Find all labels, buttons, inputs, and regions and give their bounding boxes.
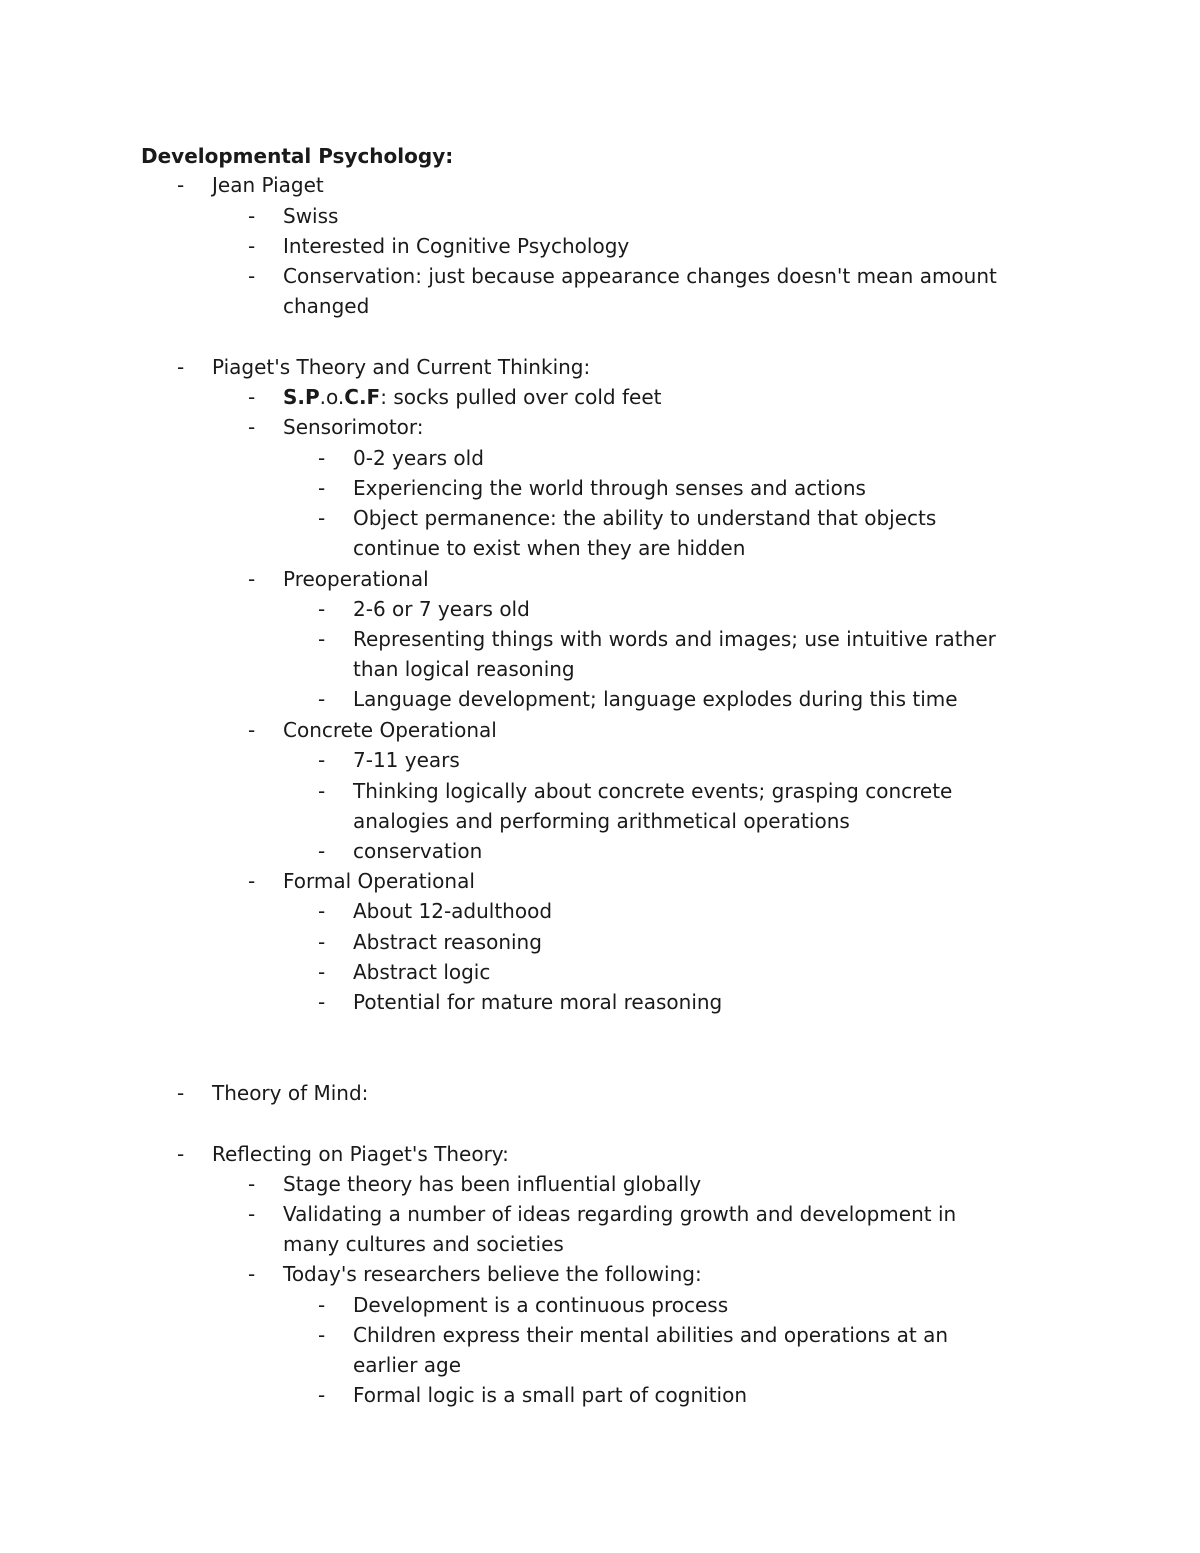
- bullet-dash: -: [248, 1202, 256, 1226]
- bullet-dash: -: [318, 899, 326, 923]
- bullet-dash: -: [177, 1142, 185, 1166]
- bullet-dash: -: [318, 990, 326, 1014]
- list-item-text: Object permanence: the ability to understand that objects: [353, 506, 937, 530]
- list-item-text: Swiss: [283, 204, 339, 228]
- bullet-dash: -: [318, 627, 326, 651]
- list-item-text: Thinking logically about concrete events; grasping concrete: [353, 779, 953, 803]
- list-item-text: Reflecting on Piaget's Theory:: [212, 1142, 509, 1166]
- list-item-text: 0-2 years old: [353, 446, 484, 470]
- list-item-text: Stage theory has been influential globally: [283, 1172, 702, 1196]
- list-item-text: continue to exist when they are hidden: [353, 536, 746, 560]
- bullet-dash: -: [248, 718, 256, 742]
- list-item-text: Sensorimotor:: [283, 415, 424, 439]
- bullet-dash: -: [177, 355, 185, 379]
- list-item-text: Interested in Cognitive Psychology: [283, 234, 630, 258]
- bullet-dash: -: [248, 1262, 256, 1286]
- list-item-text: Experiencing the world through senses and actions: [353, 476, 866, 500]
- bullet-dash: -: [318, 779, 326, 803]
- list-item-text: earlier age: [353, 1353, 462, 1377]
- list-item-text: Children express their mental abilities and operations at an: [353, 1323, 949, 1347]
- list-item-text: Representing things with words and images; use intuitive rather: [353, 627, 996, 651]
- list-item-text: Formal logic is a small part of cognition: [353, 1383, 748, 1407]
- mnemonic-bold-cf: C.F: [344, 385, 381, 409]
- bullet-dash: -: [318, 1383, 326, 1407]
- list-item-text: conservation: [353, 839, 483, 863]
- bullet-dash: -: [248, 204, 256, 228]
- list-item-text: Concrete Operational: [283, 718, 497, 742]
- bullet-dash: -: [318, 1293, 326, 1317]
- list-item-text: many cultures and societies: [283, 1232, 564, 1256]
- list-item-text: About 12-adulthood: [353, 899, 553, 923]
- list-item-text: Potential for mature moral reasoning: [353, 990, 723, 1014]
- list-item-text: Abstract reasoning: [353, 930, 542, 954]
- list-item-text: 7-11 years: [353, 748, 460, 772]
- bullet-dash: -: [248, 264, 256, 288]
- bullet-dash: -: [248, 1172, 256, 1196]
- list-item-text: Theory of Mind:: [212, 1081, 369, 1105]
- bullet-dash: -: [318, 506, 326, 530]
- bullet-dash: -: [318, 748, 326, 772]
- list-item-text: Abstract logic: [353, 960, 491, 984]
- bullet-dash: -: [248, 869, 256, 893]
- list-item-text: Development is a continuous process: [353, 1293, 729, 1317]
- list-item-text: analogies and performing arithmetical operations: [353, 809, 850, 833]
- bullet-dash: -: [318, 597, 326, 621]
- list-item-text: Today's researchers believe the following:: [283, 1262, 702, 1286]
- bullet-dash: -: [318, 687, 326, 711]
- bullet-dash: -: [318, 446, 326, 470]
- list-item-text: Preoperational: [283, 567, 429, 591]
- list-item-text: Piaget's Theory and Current Thinking:: [212, 355, 591, 379]
- list-item-text: Validating a number of ideas regarding growth and development in: [283, 1202, 957, 1226]
- list-item-text: than logical reasoning: [353, 657, 575, 681]
- list-item-text: Formal Operational: [283, 869, 475, 893]
- list-item-text: Language development; language explodes during this time: [353, 687, 958, 711]
- bullet-dash: -: [248, 415, 256, 439]
- bullet-dash: -: [318, 476, 326, 500]
- mnemonic-rest: : socks pulled over cold feet: [380, 385, 662, 409]
- bullet-dash: -: [318, 839, 326, 863]
- mnemonic-text: [283, 382, 661, 412]
- page-title: Developmental Psychology:: [141, 144, 454, 168]
- bullet-dash: -: [318, 1323, 326, 1347]
- list-item-text: Jean Piaget: [212, 173, 324, 197]
- mnemonic-o: .o.: [319, 385, 345, 409]
- bullet-dash: -: [248, 567, 256, 591]
- bullet-dash: -: [248, 234, 256, 258]
- list-item-text: Conservation: just because appearance changes doesn't mean amount: [283, 264, 997, 288]
- list-item-text: 2-6 or 7 years old: [353, 597, 530, 621]
- bullet-dash: -: [248, 385, 256, 409]
- list-item-text: changed: [283, 294, 370, 318]
- bullet-dash: -: [318, 930, 326, 954]
- bullet-dash: -: [177, 173, 185, 197]
- mnemonic-bold-sp: S.P: [283, 385, 320, 409]
- bullet-dash: -: [318, 960, 326, 984]
- bullet-dash: -: [177, 1081, 185, 1105]
